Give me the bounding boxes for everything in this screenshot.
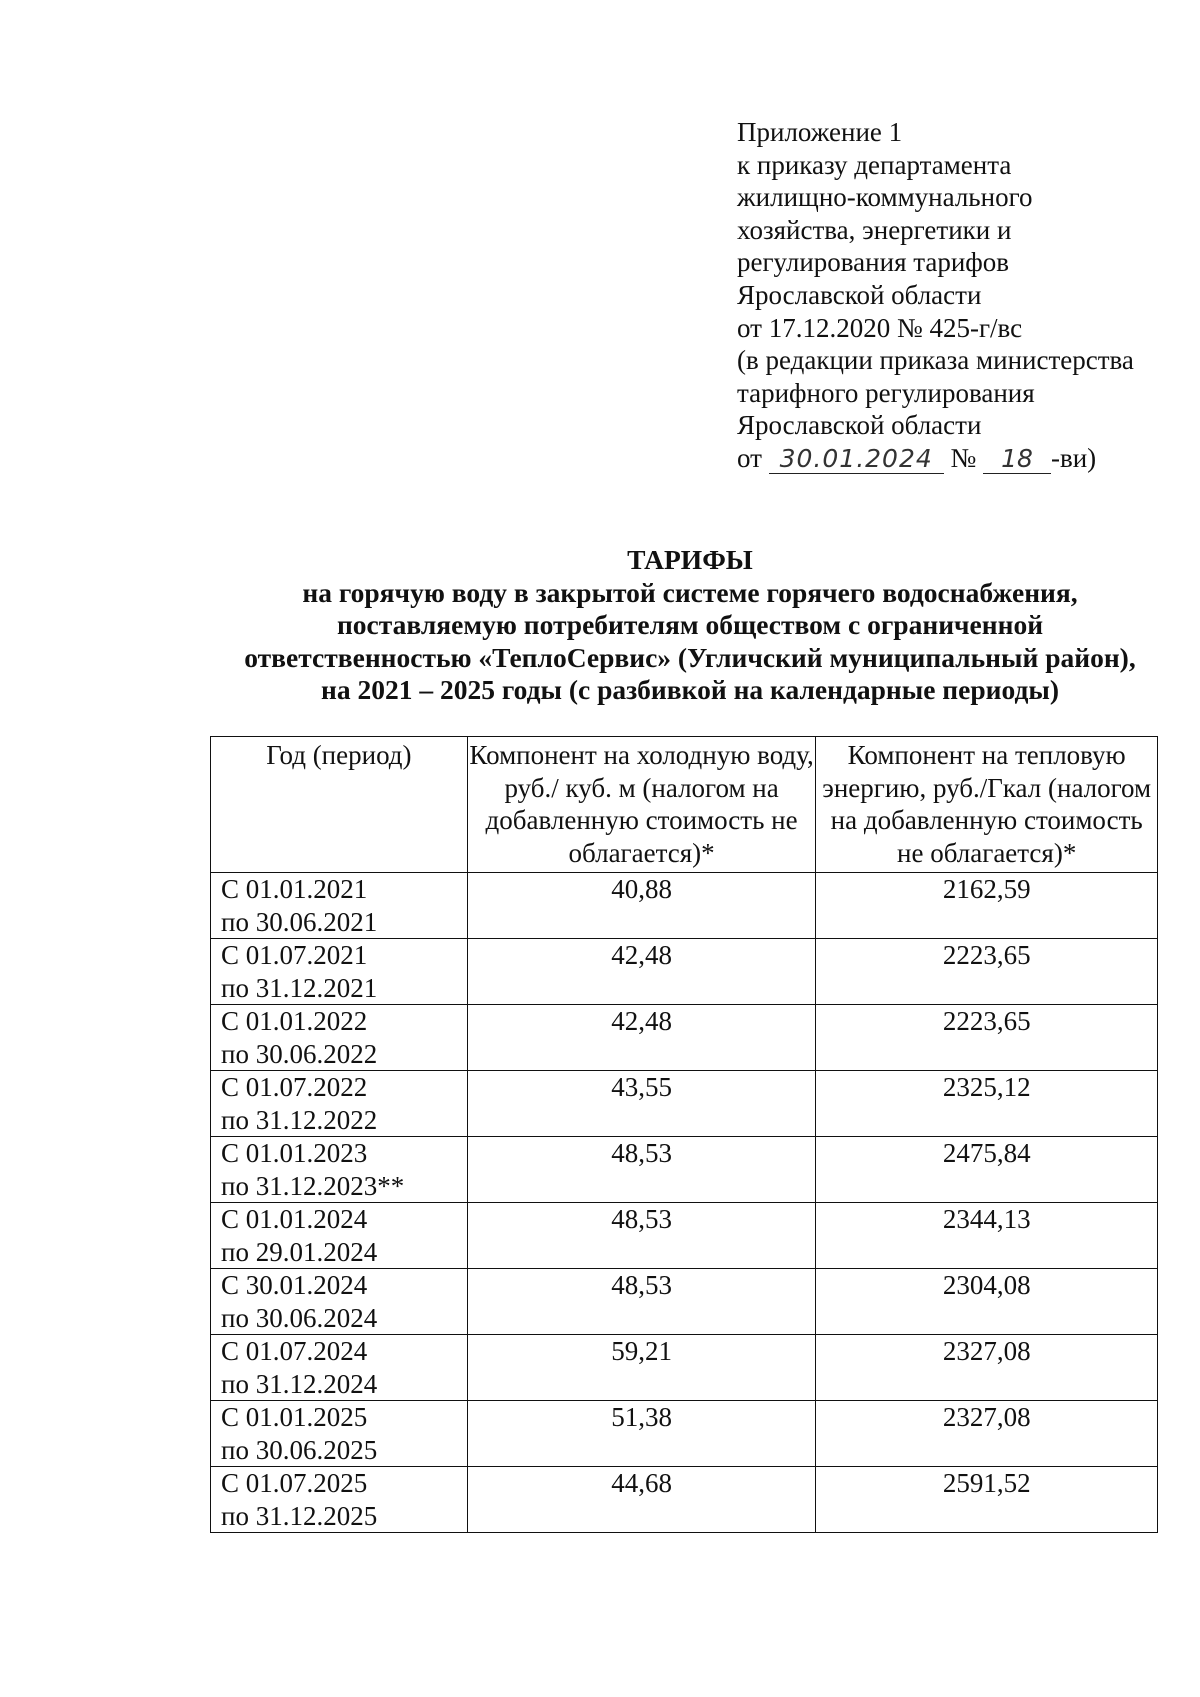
cold-water-cell: 59,21: [467, 1335, 816, 1401]
period-from: С 01.01.2025: [221, 1402, 368, 1432]
appendix-line: хозяйства, энергетики и: [737, 214, 1012, 245]
heat-energy-cell: 2591,52: [816, 1467, 1158, 1533]
period-cell: [211, 873, 468, 939]
title-line: на 2021 – 2025 годы (с разбивкой на календарные периоды): [320, 674, 1059, 705]
table-row: [211, 1401, 1158, 1467]
period-to: по 31.12.2025: [221, 1500, 378, 1531]
period-from: С 01.01.2023: [221, 1138, 368, 1168]
table-row: [211, 1005, 1158, 1071]
period-cell: [211, 1203, 468, 1269]
period-cell: [211, 1071, 468, 1137]
appendix-line: к приказу департамента: [737, 149, 1012, 180]
cold-water-cell: 44,68: [467, 1467, 816, 1533]
appendix-line: Приложение 1: [737, 117, 903, 147]
period-to: по 31.12.2024: [221, 1368, 378, 1399]
heat-energy-cell: 2223,65: [816, 939, 1158, 1005]
period-to: по 30.06.2025: [221, 1434, 378, 1465]
title-line: на горячую воду в закрытой системе горячего водоснабжения,: [302, 576, 1078, 608]
handwritten-number: 18: [983, 445, 1051, 474]
title-heading: ТАРИФЫ: [627, 544, 753, 575]
amendment-signature-line: [737, 442, 1134, 475]
title-line: ответственностью «ТеплоСервис» (Угличский муниципальный район),: [244, 641, 1136, 673]
number-label: №: [950, 442, 977, 473]
cold-water-cell: 42,48: [467, 1005, 816, 1071]
period-to: по 30.06.2024: [221, 1302, 378, 1333]
heat-energy-cell: 2304,08: [816, 1269, 1158, 1335]
heat-energy-cell: 2327,08: [816, 1401, 1158, 1467]
period-from: С 01.01.2021: [221, 874, 368, 904]
document-title: [150, 544, 1200, 707]
period-to: по 31.12.2022: [221, 1104, 378, 1135]
heat-energy-cell: 2162,59: [816, 873, 1158, 939]
period-from: С 01.01.2022: [221, 1006, 368, 1036]
tariff-table: [210, 736, 1158, 1533]
appendix-line: Ярославской области: [737, 410, 982, 441]
appendix-line: тарифного регулирования: [737, 377, 1035, 408]
heat-energy-cell: 2475,84: [816, 1137, 1158, 1203]
period-to: по 30.06.2022: [221, 1038, 378, 1069]
cold-water-cell: 43,55: [467, 1071, 816, 1137]
period-cell: [211, 1401, 468, 1467]
appendix-line: (в редакции приказа министерства: [737, 345, 1134, 376]
appendix-line: Ярославской области: [737, 279, 982, 310]
header-cold-water: Компонент на холодную воду, руб./ куб. м (налогом на добавленную стоимость не облагается)*: [467, 737, 816, 873]
heat-energy-cell: 2325,12: [816, 1071, 1158, 1137]
cold-water-cell: 51,38: [467, 1401, 816, 1467]
period-to: по 31.12.2023**: [221, 1170, 405, 1201]
appendix-line: жилищно-коммунального: [737, 182, 1033, 213]
table-row: [211, 939, 1158, 1005]
title-line: поставляемую потребителям обществом с ограниченной: [336, 609, 1044, 640]
table-row: [211, 1467, 1158, 1533]
period-to: по 30.06.2021: [221, 906, 378, 937]
table-row: [211, 873, 1158, 939]
appendix-line: от 17.12.2020 № 425-г/вс: [737, 312, 1023, 343]
period-from: С 01.01.2024: [221, 1204, 368, 1234]
appendix-line: регулирования тарифов: [737, 247, 1010, 278]
header-period: Год (период): [211, 737, 468, 873]
appendix-block: [737, 116, 1134, 475]
cold-water-cell: 42,48: [467, 939, 816, 1005]
period-cell: [211, 1269, 468, 1335]
cold-water-cell: 40,88: [467, 873, 816, 939]
table-row: [211, 1137, 1158, 1203]
heat-energy-cell: 2223,65: [816, 1005, 1158, 1071]
period-cell: [211, 1005, 468, 1071]
table-row: [211, 1203, 1158, 1269]
heat-energy-cell: 2327,08: [816, 1335, 1158, 1401]
cold-water-cell: 48,53: [467, 1269, 816, 1335]
table-header-row: [211, 737, 1158, 873]
handwritten-date: 30.01.2024: [769, 445, 944, 474]
period-cell: [211, 1335, 468, 1401]
table-row: [211, 1071, 1158, 1137]
table-row: [211, 1269, 1158, 1335]
period-from: С 01.07.2021: [221, 940, 368, 970]
sign-suffix: -ви): [1050, 442, 1097, 473]
table-row: [211, 1335, 1158, 1401]
header-heat-energy: Компонент на тепловую энергию, руб./Гкал (налогом на добавленную стоимость не облагается)*: [816, 737, 1158, 873]
cold-water-cell: 48,53: [467, 1203, 816, 1269]
heat-energy-cell: 2344,13: [816, 1203, 1158, 1269]
sign-prefix: от: [737, 442, 762, 473]
period-cell: [211, 1137, 468, 1203]
period-to: по 31.12.2021: [221, 972, 378, 1003]
period-cell: [211, 1467, 468, 1533]
period-from: С 01.07.2024: [221, 1336, 368, 1366]
period-from: С 30.01.2024: [221, 1270, 368, 1300]
period-from: С 01.07.2022: [221, 1072, 368, 1102]
period-cell: [211, 939, 468, 1005]
cold-water-cell: 48,53: [467, 1137, 816, 1203]
period-from: С 01.07.2025: [221, 1468, 368, 1498]
period-to: по 29.01.2024: [221, 1236, 378, 1267]
